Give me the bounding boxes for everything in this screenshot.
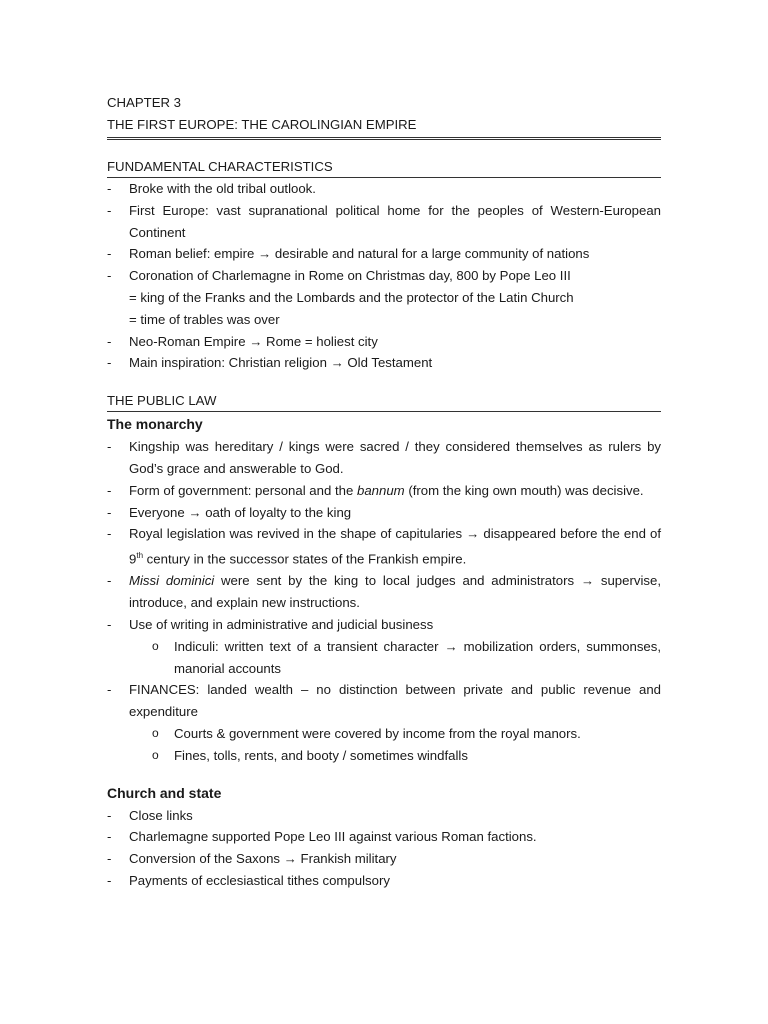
list-item-text: century in the successor states of the Frankish empire. [143,551,467,567]
list-item [107,570,661,614]
fundamental-list-continued [107,331,661,375]
section-public-law [107,391,661,892]
list-item-text: were sent by the king to local judges and administrators → supervise, introduce, and explain new instructions. [129,573,661,611]
list-item: - Close links [107,805,661,827]
list-item: - Conversion of the Saxons → Frankish military [107,848,661,870]
ordinal-suffix: th [136,551,144,561]
section-heading-public-law: THE PUBLIC LAW [107,391,661,412]
list-item: - Everyone → oath of loyalty to the king [107,502,661,524]
section-fundamental [107,157,661,374]
finances-sublist [107,723,661,767]
continuation-line: = king of the Franks and the Lombards and the protector of the Latin Church [129,289,574,305]
list-item: - Charlemagne supported Pope Leo III against various Roman factions. [107,826,661,848]
subheading-monarchy: The monarchy [107,416,203,433]
monarchy-list-continued [107,679,661,723]
list-item [107,614,661,636]
list-item: - Neo-Roman Empire → Rome = holiest city [107,331,661,353]
list-item-text: Use of writing in administrative and judicial business [129,616,434,632]
list-item: - Roman belief: empire → desirable and natural for a large community of nations [107,243,661,265]
list-item-text: (from the king own mouth) was decisive. [404,482,644,498]
sub-list-item: o Fines, tolls, rents, and booty / sometimes windfalls [152,745,661,767]
title-double-rule [107,137,661,140]
list-item-text: Royal legislation was revived in the shape of capitularies → disappeared before the end of 9 [129,526,661,567]
subheading-church-and-state: Church and state [107,784,222,801]
latin-term-missi-dominici: Missi dominici [129,573,215,589]
list-item: - FINANCES: landed wealth – no distinction between private and public revenue and expenditure [107,679,661,723]
document-page [107,92,661,892]
list-item [107,523,661,570]
list-item: - First Europe: vast supranational political home for the peoples of Western-European Continent [107,200,661,244]
continuation-line: = time of trables was over [129,311,280,327]
list-item: - Payments of ecclesiastical tithes compulsory [107,870,661,892]
sub-list-item: o Courts & government were covered by income from the royal manors. [152,723,661,745]
writing-sublist [107,636,661,680]
monarchy-list [107,436,661,636]
fundamental-list [107,178,661,287]
chapter-label: CHAPTER 3 [107,95,182,110]
church-list [107,805,661,892]
list-item: - Kingship was hereditary / kings were sacred / they considered themselves as rulers by God’s grace and answerable to God. [107,436,661,480]
sub-list-item: o Indiculi: written text of a transient character → mobilization orders, summonses, manorial accounts [152,636,661,680]
latin-term-bannum: bannum [356,482,405,498]
section-heading-fundamental: FUNDAMENTAL CHARACTERISTICS [107,157,661,178]
chapter-title: THE FIRST EUROPE: THE CAROLINGIAN EMPIRE [107,117,417,132]
list-item-text: Form of government: personal and the [129,482,357,498]
list-item: - Broke with the old tribal outlook. [107,178,661,200]
list-item: - Coronation of Charlemagne in Rome on Christmas day, 800 by Pope Leo III [107,265,661,287]
list-item: - Main inspiration: Christian religion → Old Testament [107,352,661,374]
list-item [107,480,661,502]
